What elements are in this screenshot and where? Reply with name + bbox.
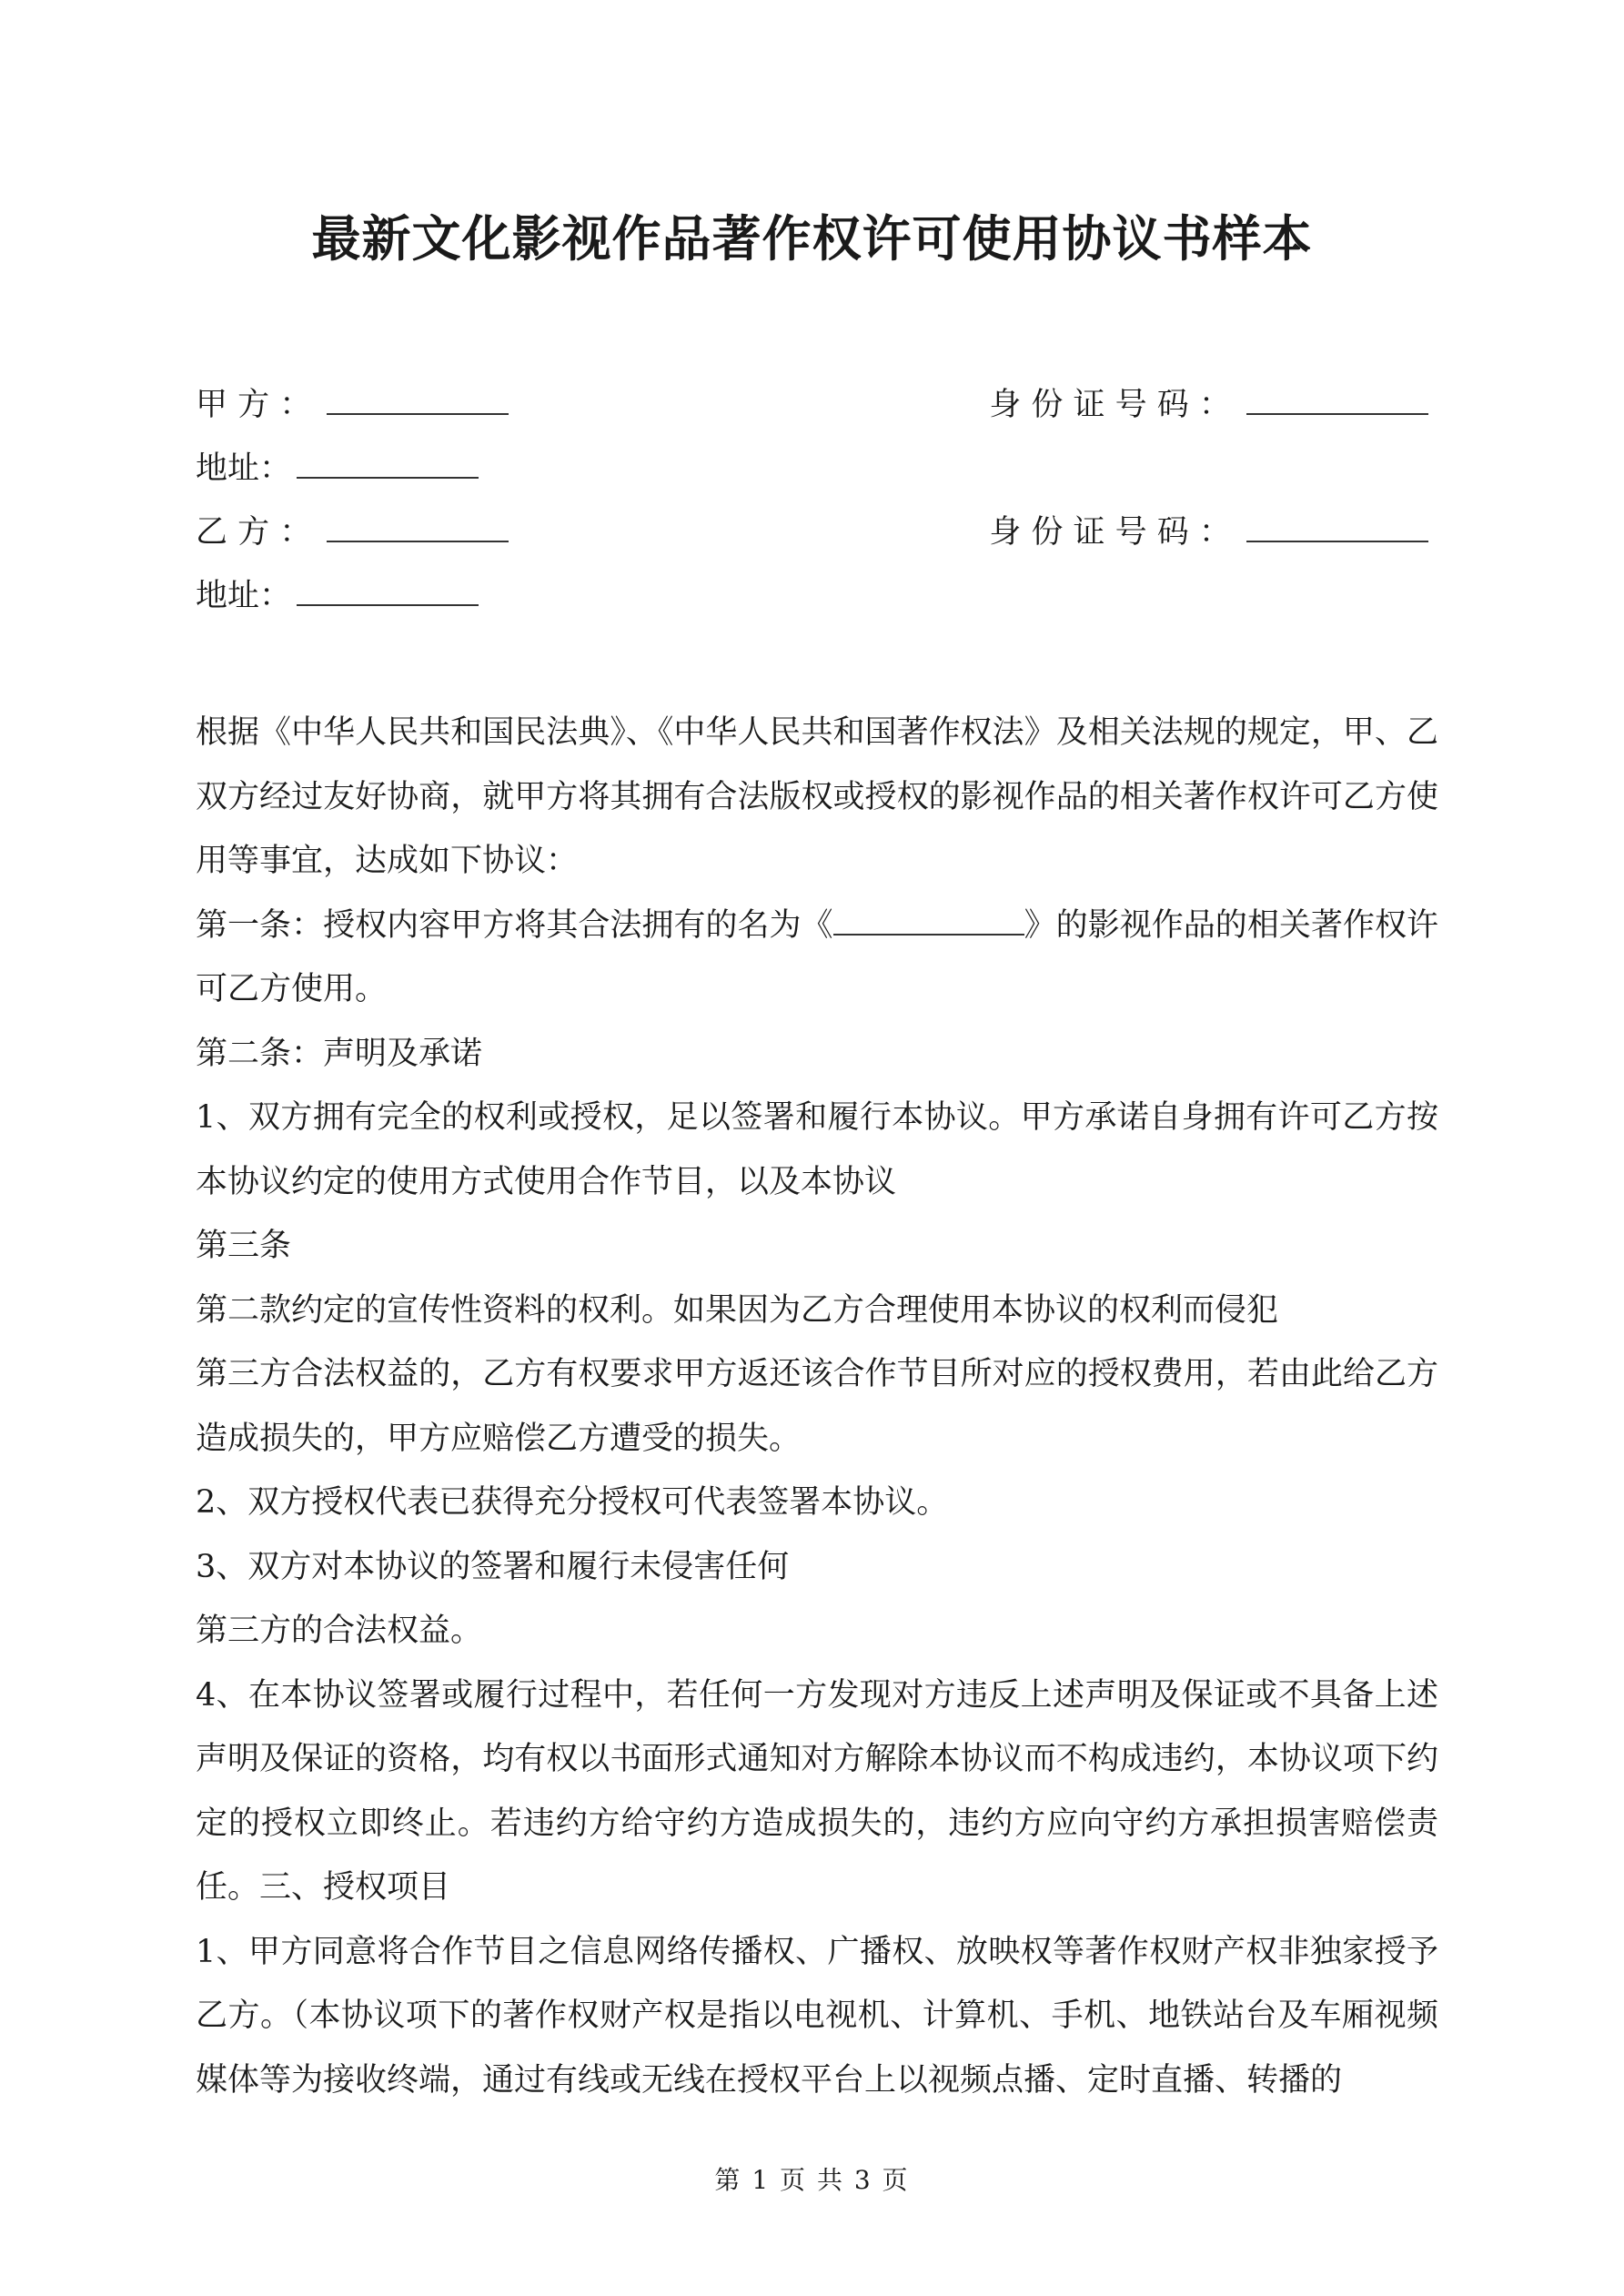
paragraph-preamble: 根据《中华人民共和国民法典》、《中华人民共和国著作权法》及相关法规的规定，甲、乙双方经过友好协商，就甲方将其拥有合法版权或授权的影视作品的相关著作权许可乙方使用等事宜，达成如下协议： bbox=[196, 714, 1438, 879]
page-indicator: 第 1 页 共 3 页 bbox=[714, 2165, 910, 2195]
paragraph-clause-3: 3、双方对本协议的签署和履行未侵害任何 bbox=[196, 1548, 790, 1585]
address-b-blank bbox=[297, 573, 479, 606]
party-b-label: 乙 方 ： bbox=[196, 514, 312, 551]
party-a-blank bbox=[327, 382, 509, 415]
document-title: 最新文化影视作品著作权许可使用协议书样本 bbox=[311, 209, 1313, 268]
paragraph-third-party-rights: 第三方合法权益的，乙方有权要求甲方返还该合作节目所对应的授权费用，若由此给乙方造成损失的，甲方应赔偿乙方遭受的损失。 bbox=[196, 1356, 1438, 1457]
work-title-blank bbox=[833, 906, 1024, 936]
paragraph-article-3: 第三条 bbox=[196, 1228, 292, 1264]
paragraph-third-party-legal: 第三方的合法权益。 bbox=[196, 1613, 483, 1649]
party-a-row bbox=[196, 373, 1428, 437]
paragraph-article-1 bbox=[196, 894, 1438, 1022]
paragraph-authorization-1: 1、甲方同意将合作节目之信息网络传播权、广播权、放映权等著作权财产权非独家授予乙方。（本协议项下的著作权财产权是指以电视机、计算机、手机、地铁站台及车厢视频媒体等为接收终端，通过有线或无线在授权平台上以视频点播、定时直播、转播的 bbox=[196, 1933, 1438, 2099]
agreement-body bbox=[196, 701, 1438, 2112]
article-1-text-before: 第一条：授权内容甲方将其合法拥有的名为《 bbox=[196, 906, 833, 944]
address-b-row bbox=[196, 564, 1428, 628]
id-number-label-a: 身 份 证 号 码 ： bbox=[989, 387, 1231, 423]
address-a-row bbox=[196, 437, 1428, 501]
id-number-blank-b bbox=[1246, 510, 1428, 542]
party-b-blank bbox=[327, 510, 509, 542]
id-number-label-b: 身 份 证 号 码 ： bbox=[989, 514, 1231, 551]
paragraph-clause-4: 4、在本协议签署或履行过程中，若任何一方发现对方违反上述声明及保证或不具备上述声明及保证的资格，均有权以书面形式通知对方解除本协议而不构成违约，本协议项下约定的授权立即终止。若违约方给守约方造成损失的，违约方应向守约方承担损害赔偿责任。三、授权项目 bbox=[196, 1676, 1438, 1906]
address-b-label: 地址： bbox=[196, 578, 292, 614]
address-a-label: 地址： bbox=[196, 450, 292, 487]
party-b-row bbox=[196, 501, 1428, 564]
id-number-blank-a bbox=[1246, 382, 1428, 415]
paragraph-section-2: 第二款约定的宣传性资料的权利。如果因为乙方合理使用本协议的权利而侵犯 bbox=[196, 1291, 1279, 1329]
paragraph-article-2-heading: 第二条：声明及承诺 bbox=[196, 1035, 483, 1072]
article-1-text-after: 》的影视作品的相关著作权许可乙方使用。 bbox=[196, 906, 1438, 1007]
paragraph-clause-1: 1、双方拥有完全的权利或授权，足以签署和履行本协议。甲方承诺自身拥有许可乙方按本协议约定的使用方式使用合作节目，以及本协议 bbox=[196, 1099, 1438, 1200]
party-a-label: 甲 方 ： bbox=[196, 387, 312, 423]
paragraph-clause-2: 2、双方授权代表已获得充分授权可代表签署本协议。 bbox=[196, 1484, 949, 1521]
address-a-blank bbox=[297, 446, 479, 479]
